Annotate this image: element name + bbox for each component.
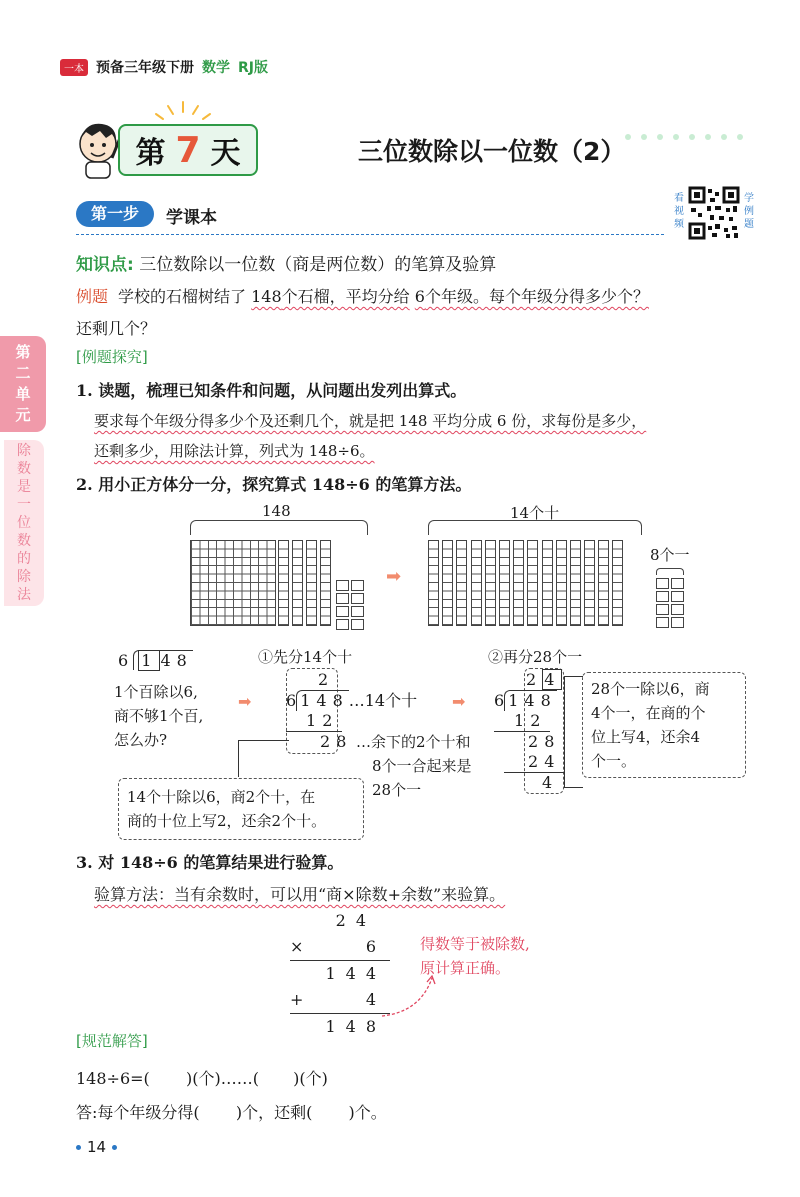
ten-rod — [499, 540, 510, 626]
digit: 4 — [524, 691, 541, 710]
digit: 2 — [322, 711, 339, 730]
digit: 8 — [336, 732, 353, 751]
digit: 8 — [365, 1017, 386, 1036]
dividend-row — [494, 690, 564, 711]
ten-rod — [471, 540, 482, 626]
sidebar-char: 法 — [17, 587, 31, 603]
divisor: 6 — [286, 691, 297, 710]
day-banner — [118, 124, 258, 176]
ten-rod — [612, 540, 623, 626]
note-line: 8个一合起来是 — [372, 757, 472, 775]
ten-rod — [320, 540, 331, 626]
tens-rods-left — [278, 540, 331, 626]
book-title: 预备三年级下册 — [96, 60, 194, 76]
digit: 6 — [365, 937, 376, 956]
blocks-right-brace — [428, 520, 642, 535]
step1-text: 要求每个年级分得多少个及还剩几个，就是把 148 平均分成 6 份，求每份是多少， — [94, 412, 647, 430]
qr-char: 题 — [744, 219, 754, 230]
sidebar-topic — [4, 440, 44, 606]
unit-cube — [656, 578, 669, 589]
divisor: 6 — [494, 691, 505, 710]
blocks-left-label: 148 — [262, 502, 291, 520]
step2-division-label: ②再分28个一 — [488, 648, 583, 666]
highlighted-digit: 1 — [138, 650, 160, 671]
ten-rod — [598, 540, 609, 626]
division-bracket — [133, 650, 193, 670]
box-line: 个一。 — [591, 752, 637, 770]
digit: 1 — [306, 711, 323, 730]
step-title: 学课本 — [166, 208, 217, 228]
example-line-2: 还剩几个？ — [76, 319, 157, 338]
header-badge: 一本 — [60, 59, 88, 76]
quotient-digit: 4 — [544, 670, 561, 689]
digit: 4 — [365, 964, 386, 983]
sidebar-char: 是 — [17, 479, 31, 495]
quotient — [286, 670, 417, 690]
digit: 4 — [160, 651, 177, 670]
example-number: 148 — [251, 287, 282, 306]
unit-cube — [656, 604, 669, 615]
header — [60, 56, 268, 78]
knowledge-text: 三位数除以一位数（商是两位数）的笔算及验算 — [139, 255, 497, 275]
ten-rod — [485, 540, 496, 626]
unit-cube — [671, 578, 684, 589]
explore-label: [例题探究] — [76, 348, 148, 366]
ten-rod — [306, 540, 317, 626]
example-label: 例题 — [76, 287, 109, 306]
step1-regroup-note — [356, 730, 472, 802]
step1-line2 — [94, 440, 375, 461]
sidebar-char: 除 — [17, 443, 31, 459]
check-arithmetic — [290, 908, 390, 1040]
ones-cubes-left — [336, 580, 366, 630]
plus-sign: + — [290, 990, 304, 1009]
quotient-digit: 2 — [526, 670, 543, 689]
day-suffix: 天 — [210, 136, 241, 171]
note-line: …余下的2个十和 — [356, 733, 471, 751]
sidebar-char: 除 — [17, 569, 31, 585]
question-line: 1个百除以6, — [114, 683, 198, 701]
ten-rod — [456, 540, 467, 626]
step1-division-label: ①先分14个十 — [258, 648, 353, 666]
sidebar-char: 数 — [17, 461, 31, 477]
ten-rod — [570, 540, 581, 626]
regroup-row — [494, 732, 564, 752]
step1-text: 还剩多少，用除法计算，列式为 148÷6。 — [94, 442, 375, 460]
unit-cube — [671, 591, 684, 602]
ans-part: 答:每个年级分得( — [76, 1103, 200, 1122]
note-line: 原计算正确。 — [420, 959, 511, 977]
dot-icon — [76, 1145, 81, 1150]
sidebar-char: 二 — [15, 364, 31, 382]
qr-char: 例 — [744, 206, 754, 217]
example-text: 学校的石榴树结了 — [118, 287, 247, 306]
step2-heading: 2. 用小正方体分一分，探究算式 148÷6 的笔算方法。 — [76, 475, 472, 494]
eq-part: )(个) — [293, 1069, 328, 1088]
box-line: 14个十除以6，商2个十，在 — [127, 788, 316, 806]
digit: 4 — [355, 911, 376, 930]
lesson-title: 三位数除以一位数（2） — [358, 137, 626, 166]
box-line: 28个一除以6，商 — [591, 680, 710, 698]
product-row — [286, 711, 342, 732]
unit-cube — [351, 606, 364, 617]
tens-rods-right — [428, 540, 623, 626]
check-row-1 — [290, 908, 390, 934]
step1-note: …14个十 — [348, 691, 418, 710]
arrow-icon: ➡ — [452, 692, 466, 711]
digit: 1 — [508, 691, 525, 710]
qr-char: 频 — [674, 219, 684, 230]
ten-rod — [556, 540, 567, 626]
connector-line — [238, 740, 289, 777]
ones-label: 8个一 — [650, 546, 690, 564]
box-line: 4个一，在商的个 — [591, 704, 706, 722]
step-divider — [76, 234, 664, 235]
step-tag: 第一步 — [76, 201, 154, 227]
ten-rod — [527, 540, 538, 626]
arrow-icon: ➡ — [238, 692, 252, 711]
qr-char: 看 — [674, 193, 684, 204]
page-number — [76, 1138, 117, 1156]
check-method — [94, 882, 505, 905]
box-line: 商的十位上写2，还余2个十。 — [127, 812, 327, 830]
note-line: 得数等于被除数, — [420, 935, 530, 953]
question-line: 怎么办? — [114, 731, 168, 749]
edition: RJ版 — [238, 60, 268, 76]
sidebar-unit-tab — [0, 336, 46, 432]
blocks-left-brace — [190, 520, 368, 535]
digit: 1 — [325, 1017, 346, 1036]
remainder-row — [494, 773, 564, 793]
digit: 8 — [332, 691, 349, 710]
digit: 4 — [345, 1017, 366, 1036]
blocks-right-label: 14个十 — [510, 504, 560, 522]
digit: 1 — [300, 691, 317, 710]
page-number-text: 14 — [87, 1138, 107, 1156]
digit: 4 — [544, 752, 561, 771]
unit-cube — [656, 591, 669, 602]
example-number: 6 — [414, 287, 425, 306]
check-row-4 — [290, 987, 390, 1014]
qr-caption-right — [742, 192, 756, 231]
division-start — [118, 650, 193, 670]
knowledge-label: 知识点: — [76, 255, 134, 275]
times-sign: × — [290, 937, 304, 956]
qr-char: 学 — [744, 193, 754, 204]
unit-cube — [351, 619, 364, 630]
unit-cube — [671, 617, 684, 628]
unit-cube — [671, 604, 684, 615]
step1-explain-box — [118, 778, 364, 840]
digit: 2 — [528, 752, 545, 771]
step2-division — [494, 670, 564, 793]
step1-heading: 1. 读题，梳理已知条件和问题，从问题出发列出算式。 — [76, 381, 467, 400]
dividend-row — [286, 690, 417, 711]
box-line: 位上写4，还余4 — [591, 728, 701, 746]
arrow-icon: ➡ — [386, 566, 402, 587]
digit: 4 — [316, 691, 333, 710]
sidebar-char: 的 — [17, 551, 31, 567]
ans-part: )个。 — [348, 1103, 387, 1122]
ten-rod — [513, 540, 524, 626]
digit: 2 — [528, 732, 545, 751]
knowledge-point — [76, 250, 496, 275]
division-bracket — [504, 690, 557, 711]
answer-label: [规范解答] — [76, 1032, 148, 1050]
ten-rod — [442, 540, 453, 626]
ones-brace — [656, 568, 684, 575]
step2-explain-box — [582, 672, 746, 778]
quotient-digit: 2 — [318, 670, 329, 689]
answer-sentence — [76, 1100, 387, 1123]
question-line: 商不够1个百, — [114, 707, 204, 725]
day-number: 7 — [175, 129, 201, 171]
digit: 2 — [320, 732, 337, 751]
division-question — [114, 680, 203, 752]
eq-part: )(个)……( — [185, 1069, 259, 1088]
ten-rod — [584, 540, 595, 626]
hundred-block — [190, 540, 276, 626]
qr-char: 视 — [674, 206, 684, 217]
check-row-2 — [290, 934, 390, 961]
note-line: 28个一 — [372, 781, 422, 799]
step1-line1 — [94, 410, 646, 431]
divisor: 6 — [118, 651, 129, 670]
check-row-5 — [290, 1014, 390, 1040]
unit-cube — [336, 619, 349, 630]
ten-rod — [542, 540, 553, 626]
division-bracket — [296, 690, 349, 711]
digit: 8 — [544, 732, 561, 751]
title-dots-decoration — [622, 128, 752, 140]
example-line-1 — [76, 284, 649, 307]
step3-heading: 3. 对 148÷6 的笔算结果进行验算。 — [76, 853, 344, 872]
product2-row — [504, 752, 564, 773]
unit-cube — [656, 617, 669, 628]
example-text: 个年级。每个年级分得多少个？ — [424, 287, 649, 306]
eq-part: 148÷6=( — [76, 1069, 150, 1088]
check-note — [420, 932, 530, 980]
ones-cubes-right — [656, 578, 686, 628]
ten-rod — [292, 540, 303, 626]
ten-rod — [428, 540, 439, 626]
unit-cube — [351, 580, 364, 591]
connector-line — [564, 676, 583, 788]
digit: 2 — [530, 711, 547, 730]
sidebar-char: 单 — [15, 385, 31, 403]
mascot-icon — [72, 118, 124, 180]
qr-caption-left — [672, 192, 686, 231]
check-method-text: 验算方法：当有余数时，可以用“商×除数+余数”来验算。 — [94, 885, 506, 904]
sidebar-char: 位 — [17, 515, 31, 531]
subject: 数学 — [202, 60, 230, 76]
answer-equation — [76, 1066, 328, 1089]
product-row — [494, 711, 550, 732]
check-row-3 — [290, 961, 390, 987]
qr-code-icon[interactable] — [688, 186, 740, 240]
digit: 4 — [542, 773, 553, 792]
sidebar-char: 元 — [15, 406, 31, 424]
unit-cube — [336, 606, 349, 617]
unit-cube — [336, 580, 349, 591]
sidebar-char: 一 — [17, 497, 31, 513]
ans-part: )个，还剩( — [235, 1103, 313, 1122]
ten-rod — [278, 540, 289, 626]
digit: 2 — [335, 911, 356, 930]
digit: 8 — [176, 651, 193, 670]
digit: 4 — [365, 990, 376, 1009]
quotient — [494, 670, 564, 690]
digit: 8 — [540, 691, 557, 710]
digit: 1 — [325, 964, 346, 983]
day-prefix: 第 — [135, 136, 166, 171]
example-text: 个石榴，平均分给 — [281, 287, 410, 306]
sidebar-char: 第 — [15, 343, 31, 361]
dot-icon — [112, 1145, 117, 1150]
sidebar-char: 数 — [17, 533, 31, 549]
unit-cube — [336, 593, 349, 604]
unit-cube — [351, 593, 364, 604]
digit: 1 — [514, 711, 531, 730]
digit: 4 — [345, 964, 366, 983]
